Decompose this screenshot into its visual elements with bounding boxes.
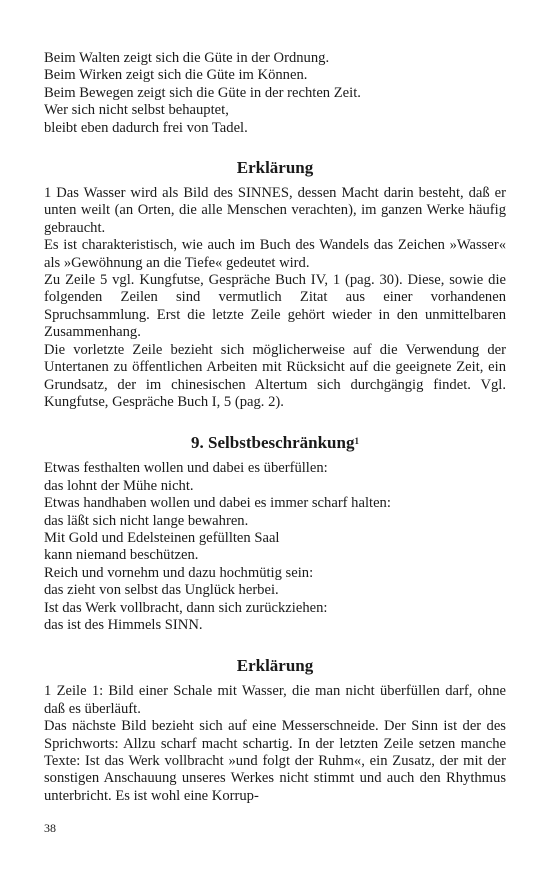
verse-line: Beim Walten zeigt sich die Güte in der Ordnung. [44,50,330,66]
verse-line: bleibt eben dadurch frei von Tadel. [44,119,248,136]
section-heading-erklaerung-2: Erklärung [236,656,314,676]
page-number: 38 [44,821,56,835]
verse-line: kann niemand beschützen. [44,547,199,564]
commentary-paragraph: 1 Das Wasser wird als Bild des SINNES, dessen Macht darin besteht, daß er unten weilt (an Orten, die alle Menschen verachten), im ganzen Werke häufig gebraucht. [44,185,506,236]
commentary-paragraph: Die vorletzte Zeile bezieht sich möglicherweise auf die Verwendung der Untertanen zu öffentlichen Arbeiten mit Rücksicht auf die geeignete Zeit, ein Grundsatz, der im chinesischen Altertum sich durchgängig findet. Vgl. Kungfutse, Gespräche Buch I, 5 (pag. 2). [44,341,506,410]
verse-line: das läßt sich nicht lange bewahren. [44,512,249,529]
verse-line: das lohnt der Mühe nicht. [44,477,194,494]
verse-line: Mit Gold und Edelsteinen gefüllten Saal [44,529,280,546]
verse-chapter-9 [44,460,506,634]
section-heading-erklaerung: Erklärung [236,158,314,178]
chapter-title: 9. Selbstbeschränkung [191,433,355,453]
commentary-paragraph: 1 Zeile 1: Bild einer Schale mit Wasser, die man nicht überfüllen darf, ohne daß es überläuft. [44,683,506,717]
verse-line: Etwas handhaben wollen und dabei es immer scharf halten: [44,495,391,512]
chapter-heading [44,433,506,453]
commentary-block-2 [44,683,506,805]
verse-top [44,50,506,137]
footnote-mark: 1 [354,436,359,447]
book-page [44,50,506,805]
verse-line: Wer sich nicht selbst behauptet, [44,102,229,119]
commentary-block-1 [44,185,506,411]
verse-line: Beim Wirken zeigt sich die Güte im Können. [44,67,308,84]
commentary-paragraph: Zu Zeile 5 vgl. Kungfutse, Gespräche Buch IV, 1 (pag. 30). Diese, sowie die folgenden Zeilen sind vermutlich Zitat aus einer vorhandenen Spruchsammlung. Erst die letzte Zeile gehört wieder in den unmittelbaren Zusammenhang. [44,272,506,341]
verse-line: Etwas festhalten wollen und dabei es überfüllen: [44,460,328,477]
verse-line: Reich und vornehm und dazu hochmütig sein: [44,564,314,581]
commentary-paragraph: Das nächste Bild bezieht sich auf eine Messerschneide. Der Sinn ist der des Sprichworts: Allzu scharf macht schartig. In der letzten Zeile setzen manche Texte: Ist das Werk vollbracht »und folgt der Ruhm«, ein Zusatz, der mit der sonstigen Anschauung unseres Werkes nicht stimmt und auch den Rhythmus unterbricht. Es ist wohl eine Korrup- [44,718,506,804]
verse-line: das ist des Himmels SINN. [44,616,203,633]
commentary-paragraph: Es ist charakteristisch, wie auch im Buch des Wandels das Zeichen »Wasser« als »Gewöhnung an die Tiefe« gedeutet wird. [44,237,506,271]
verse-line: das zieht von selbst das Unglück herbei. [44,582,279,599]
verse-line: Beim Bewegen zeigt sich die Güte in der rechten Zeit. [44,84,361,101]
verse-line: Ist das Werk vollbracht, dann sich zurückziehen: [44,599,328,616]
